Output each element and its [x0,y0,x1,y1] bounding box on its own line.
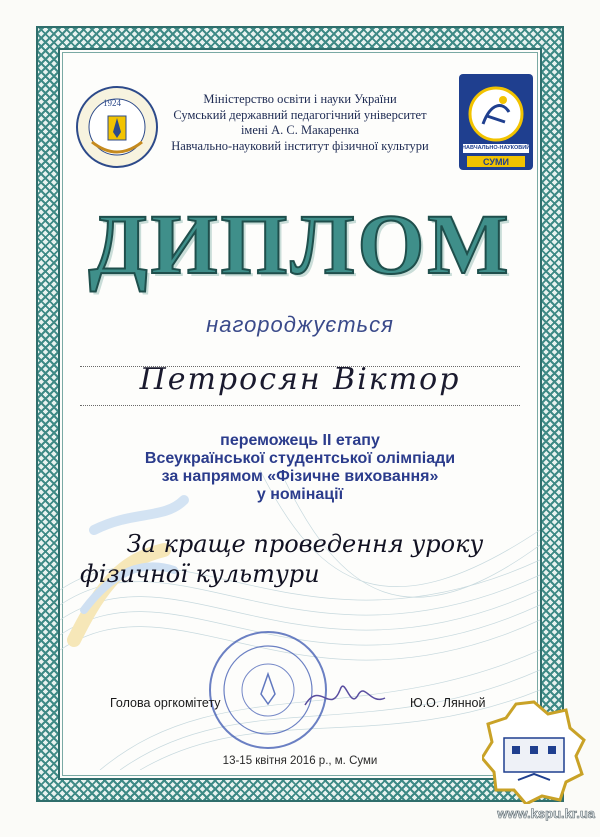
diploma-title: ДИПЛОМ [88,196,512,292]
header-ministry: Міністерство освіти і науки України [203,92,397,106]
header-university-name: імені А. С. Макаренка [240,123,360,137]
university-corner-logo-icon [482,700,586,804]
signature-icon [300,660,390,720]
recipient-name: Петросян Віктор [139,362,461,397]
award-nomination-label: у номінації [256,486,344,503]
header-institute: Навчально-науковий інститут фізичної культури [171,138,429,153]
emblem-city-text: СУМИ [483,157,509,167]
recipient-line-bottom [80,405,520,406]
award-winner-line: переможець ІІ етапу [220,432,380,449]
award-description [90,432,510,504]
site-watermark: www.kspu.kr.ua [497,806,595,821]
nomination-line-1: За краще проведення уроку [126,530,484,558]
date-and-place: 13-15 квітня 2016 р., м. Суми [222,755,378,767]
header-university: Сумський державний педагогічний університет [173,107,427,122]
emblem-ribbon-text: НАВЧАЛЬНО-НАУКОВИЙ [462,145,531,151]
awarded-subtitle: нагороджується [206,312,394,337]
university-emblem-icon [72,82,162,172]
emblem-year: 1924 [103,98,121,108]
award-direction-line: за напрямом «Фізичне виховання» [161,468,439,485]
award-olympiad-line: Всеукраїнської студентської олімпіади [144,450,456,467]
chair-label: Голова оргкомітету [110,696,221,710]
institution-header [150,92,450,154]
nomination-line-2: фізичної культури [80,560,320,588]
chair-name: Ю.О. Лянной [410,696,486,710]
